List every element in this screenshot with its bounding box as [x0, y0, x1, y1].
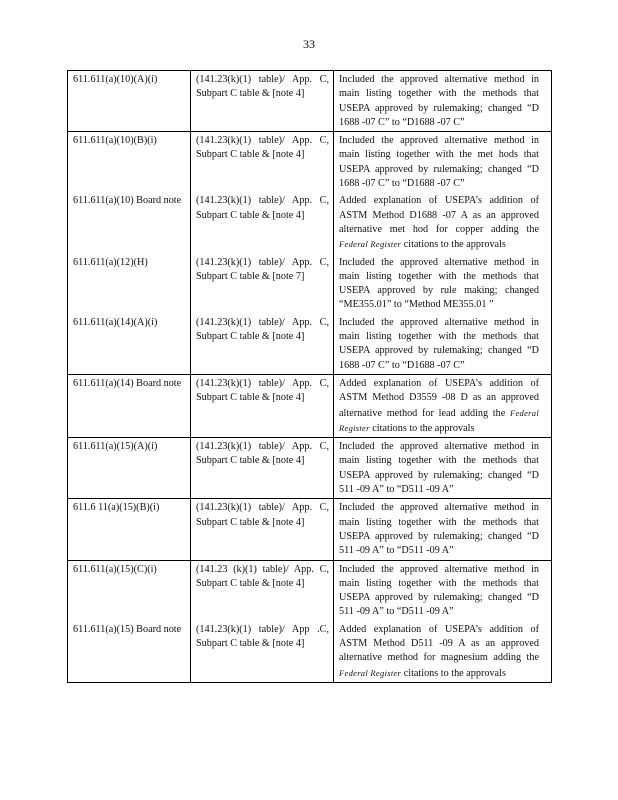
- description-cell: [334, 621, 552, 683]
- table-row: [68, 499, 552, 560]
- reference-cell: (141.23(k)(1) table)/ App. C, Subpart C table & [note 4]: [191, 499, 334, 560]
- reference-cell: (141.23 (k)(1) table)/ App. C, Subpart C table & [note 4]: [191, 560, 334, 621]
- description-text-end: citations to the approvals: [403, 239, 506, 251]
- table-row: [68, 71, 552, 132]
- description-cell: Included the approved alternative method in main listing together with the methods that USEPA approved by rulemaking; changed “D 511 -09 A” to “D511 -09 A”: [334, 438, 552, 499]
- section-cell: 611.611(a)(12)(H): [68, 254, 191, 314]
- table-row: [68, 438, 552, 499]
- table-row: [68, 621, 552, 683]
- description-cell: Included the approved alternative method in main listing together with the met hods that USEPA approved by rulemaking; changed “D 1688 -07 C” to “D1688 -07 C”: [334, 132, 552, 193]
- reference-cell: (141.23(k)(1) table)/ App. C, Subpart C table & [note 4]: [191, 132, 334, 193]
- reference-cell: (141.23(k)(1) table)/ App. C, Subpart C table & [note 4]: [191, 192, 334, 253]
- section-cell: 611.611(a)(14) Board note: [68, 374, 191, 437]
- federal-register-citation: Federal Register: [339, 239, 402, 250]
- reference-cell: (141.23(k)(1) table)/ App. C, Subpart C table & [note 4]: [191, 314, 334, 375]
- description-cell: Included the approved alternative method in main listing together with the methods that USEPA approved by rule making; changed “ME355.01” to “Method ME355.01 ”: [339, 256, 539, 311]
- reference-cell: (141.23(k)(1) table)/ App. C, Subpart C table & [note 4]: [191, 438, 334, 499]
- section-cell: 611.611(a)(15)(C)(i): [68, 560, 191, 621]
- reference-cell: (141.23(k)(1) table)/ App. C, Subpart C table & [note 4]: [191, 374, 334, 437]
- description-text-end: citations to the approvals: [372, 422, 475, 434]
- table-row: [68, 314, 552, 375]
- description-text: Added explanation of USEPA’s addition of ASTM Method D3559 -08 D as an approved alternative method for lead adding the: [339, 377, 539, 419]
- table-row: [68, 374, 552, 437]
- table-row: [68, 560, 552, 621]
- description-cell: Included the approved alternative method in main listing together with the methods that USEPA approved by rulemaking; changed “D 511 -09 A” to “D511 -09 A”: [334, 499, 552, 560]
- section-cell: 611.611(a)(10) Board note: [68, 192, 191, 253]
- section-cell: 611.611(a)(10)(A)(i): [68, 71, 191, 132]
- section-cell: 611.611(a)(15) Board note: [68, 621, 191, 683]
- description-cell: [334, 374, 552, 437]
- description-cell: Included the approved alternative method in main listing together with the methods that USEPA approved by rulemaking; changed “D 511 -09 A” to “D511 -09 A”: [334, 560, 552, 621]
- description-cell: Included the approved alternative method in main listing together with the methods that USEPA approved by rulemaking; changed “D 1688 -07 C” to “D1688 -07 C”: [339, 316, 539, 371]
- section-cell: 611.6 11(a)(15)(B)(i): [68, 499, 191, 560]
- federal-register-citation: Federal Register: [339, 667, 402, 678]
- description-text: Added explanation of USEPA’s addition of ASTM Method D1688 -07 A as an approved alternative met hod for copper adding the: [339, 195, 539, 235]
- reference-cell: (141.23(k)(1) table)/ App. C, Subpart C table & [note 7]: [191, 254, 334, 314]
- reference-cell: (141.23(k)(1) table)/ App .C, Subpart C table & [note 4]: [191, 621, 334, 683]
- description-cell: Included the approved alternative method in main listing together with the methods that USEPA approved by rulemaking; changed “D 1688 -07 C” to “D1688 -07 C”: [334, 71, 552, 132]
- reference-cell: (141.23(k)(1) table)/ App. C, Subpart C table & [note 4]: [191, 71, 334, 132]
- federal-register-citation: Federal Register: [339, 407, 539, 433]
- description-text: Added explanation of USEPA’s addition of ASTM Method D511 -09 A as an approved alternative method for magnesium adding the: [339, 623, 539, 664]
- section-cell: 611.611(a)(10)(B)(i): [68, 132, 191, 193]
- table-row: [68, 192, 552, 253]
- section-cell: 611.611(a)(15)(A)(i): [68, 438, 191, 499]
- section-cell: 611.611(a)(14)(A)(i): [68, 314, 191, 375]
- description-text-end: citations to the approvals: [403, 667, 506, 679]
- amendments-table: [67, 70, 552, 683]
- page-number: 33: [303, 37, 315, 51]
- description-cell: [334, 192, 552, 253]
- table-row: [68, 254, 552, 314]
- table-row: [68, 132, 552, 193]
